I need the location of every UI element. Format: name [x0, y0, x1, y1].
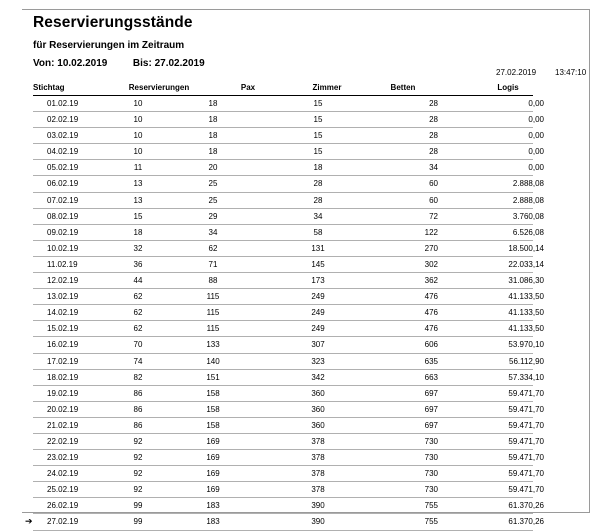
cell-betten: 606	[424, 340, 438, 350]
cell-betten: 755	[424, 501, 438, 511]
cell-reservierungen: 13	[133, 195, 143, 205]
table-row[interactable]	[33, 402, 544, 418]
table-row[interactable]	[33, 225, 544, 241]
cell-logis: 31.086,30	[508, 276, 544, 286]
cell-logis: 41.133,50	[508, 308, 544, 318]
bis-label: Bis:	[132, 58, 152, 69]
cell-reservierungen: 18	[133, 227, 143, 237]
cell-reservierungen: 36	[133, 259, 143, 269]
table-row[interactable]	[33, 289, 544, 305]
cell-zimmer: 173	[311, 276, 325, 286]
cell-zimmer: 28	[313, 179, 323, 189]
cell-betten: 28	[429, 147, 438, 157]
cell-pax: 151	[206, 372, 220, 382]
cell-stichtag: 05.02.19	[47, 163, 79, 173]
table-row[interactable]	[33, 128, 544, 144]
cell-zimmer: 34	[313, 211, 323, 221]
table-row[interactable]	[33, 498, 544, 514]
cell-stichtag: 18.02.19	[47, 372, 79, 382]
cell-betten: 60	[429, 179, 438, 189]
cell-pax: 18	[208, 99, 218, 108]
cell-reservierungen: 92	[133, 453, 143, 463]
cell-pax: 18	[208, 147, 218, 157]
cell-zimmer: 323	[311, 356, 325, 366]
cell-pax: 18	[208, 115, 218, 125]
cell-logis: 57.334,10	[508, 372, 544, 382]
cell-reservierungen: 62	[133, 292, 143, 302]
cell-zimmer: 28	[313, 195, 323, 205]
cell-stichtag: 25.02.19	[47, 485, 79, 495]
cell-stichtag: 13.02.19	[47, 292, 79, 302]
cell-reservierungen: 92	[133, 469, 143, 479]
cell-logis: 59.471,70	[508, 453, 544, 463]
table-row[interactable]	[33, 321, 544, 337]
cell-betten: 270	[424, 243, 438, 253]
cell-zimmer: 378	[311, 453, 325, 463]
cell-reservierungen: 70	[133, 340, 143, 350]
cell-stichtag: 08.02.19	[47, 211, 79, 221]
cell-stichtag: 09.02.19	[47, 227, 79, 237]
cell-stichtag: 12.02.19	[47, 276, 79, 286]
cell-logis: 59.471,70	[508, 469, 544, 479]
table-row[interactable]	[33, 466, 544, 482]
cell-pax: 115	[206, 308, 220, 318]
cell-stichtag: 20.02.19	[47, 404, 79, 414]
header-zimmer: Zimmer	[312, 83, 342, 92]
cell-logis: 41.133,50	[508, 292, 544, 302]
table-row[interactable]	[33, 386, 544, 402]
cell-betten: 663	[424, 372, 438, 382]
cell-zimmer: 307	[311, 340, 325, 350]
cell-pax: 169	[206, 469, 220, 479]
cell-stichtag: 10.02.19	[47, 243, 79, 253]
cell-logis: 59.471,70	[508, 404, 544, 414]
cell-stichtag: 11.02.19	[47, 259, 78, 269]
reservation-table	[25, 80, 544, 531]
cell-reservierungen: 82	[133, 372, 143, 382]
cell-betten: 60	[429, 195, 438, 205]
page-top-border	[22, 9, 590, 10]
cell-reservierungen: 92	[133, 485, 143, 495]
report-title: Reservierungsstände	[33, 14, 193, 31]
cell-stichtag: 06.02.19	[47, 179, 79, 189]
cell-logis: 41.133,50	[508, 324, 544, 334]
table-header	[33, 80, 533, 96]
cell-zimmer: 378	[311, 469, 325, 479]
cell-zimmer: 15	[313, 99, 323, 108]
cell-stichtag: 15.02.19	[47, 324, 79, 334]
cell-logis: 61.370,26	[508, 501, 544, 511]
cell-stichtag: 24.02.19	[47, 469, 79, 479]
table-row[interactable]	[33, 257, 544, 273]
cell-zimmer: 15	[313, 131, 323, 141]
table-row[interactable]	[33, 176, 544, 192]
cell-pax: 169	[206, 436, 220, 446]
cell-logis: 0,00	[528, 99, 544, 108]
von-label: Von:	[33, 58, 55, 69]
cell-pax: 62	[208, 243, 218, 253]
cell-stichtag: 17.02.19	[47, 356, 79, 366]
cell-betten: 697	[424, 388, 438, 398]
table-row[interactable]	[33, 160, 544, 176]
cell-zimmer: 145	[311, 259, 325, 269]
cell-pax: 25	[208, 179, 218, 189]
cell-stichtag: 16.02.19	[47, 340, 79, 350]
cell-betten: 755	[424, 517, 438, 527]
cell-betten: 635	[424, 356, 438, 366]
cell-logis: 53.970,10	[508, 340, 544, 350]
cell-stichtag: 19.02.19	[47, 388, 79, 398]
cell-reservierungen: 86	[133, 420, 143, 430]
cell-reservierungen: 10	[133, 99, 143, 108]
cell-logis: 59.471,70	[508, 436, 544, 446]
cell-stichtag: 23.02.19	[47, 453, 79, 463]
cell-reservierungen: 10	[133, 115, 143, 125]
cell-reservierungen: 74	[133, 356, 143, 366]
cell-zimmer: 249	[311, 308, 325, 318]
cell-zimmer: 360	[311, 420, 325, 430]
cell-zimmer: 15	[313, 115, 323, 125]
cell-logis: 22.033,14	[508, 259, 544, 269]
cell-logis: 18.500,14	[508, 243, 544, 253]
cell-pax: 183	[206, 517, 220, 527]
cell-zimmer: 58	[313, 227, 323, 237]
header-betten: Betten	[390, 83, 416, 92]
date-range	[33, 58, 205, 69]
cell-stichtag: 03.02.19	[47, 131, 79, 141]
cell-pax: 115	[206, 292, 220, 302]
cell-zimmer: 378	[311, 436, 325, 446]
cell-stichtag: 26.02.19	[47, 501, 79, 511]
cell-pax: 133	[206, 340, 220, 350]
cell-betten: 28	[429, 115, 438, 125]
cell-pax: 183	[206, 501, 220, 511]
cell-logis: 61.370,26	[508, 517, 544, 527]
table-row[interactable]	[33, 193, 544, 209]
cell-reservierungen: 13	[133, 179, 143, 189]
cell-betten: 730	[424, 485, 438, 495]
cell-pax: 88	[208, 276, 218, 286]
table-row[interactable]	[33, 418, 544, 434]
cell-logis: 6.526,08	[512, 227, 544, 237]
cell-reservierungen: 10	[133, 131, 143, 141]
cell-zimmer: 378	[311, 485, 325, 495]
cell-zimmer: 360	[311, 388, 325, 398]
cell-logis: 3.760,08	[512, 211, 544, 221]
table-row[interactable]	[33, 450, 544, 466]
cell-betten: 476	[424, 292, 438, 302]
cell-stichtag: 21.02.19	[47, 420, 79, 430]
cell-reservierungen: 62	[133, 308, 143, 318]
cell-pax: 169	[206, 453, 220, 463]
cell-pax: 158	[206, 388, 220, 398]
cell-pax: 34	[208, 227, 218, 237]
table-body	[25, 96, 544, 531]
cell-reservierungen: 32	[133, 243, 143, 253]
cell-betten: 122	[424, 227, 438, 237]
cell-zimmer: 18	[313, 163, 323, 173]
cell-zimmer: 390	[311, 501, 325, 511]
cell-logis: 59.471,70	[508, 485, 544, 495]
cell-logis: 0,00	[528, 131, 544, 141]
header-stichtag: Stichtag	[33, 83, 65, 92]
cell-stichtag: 04.02.19	[47, 147, 79, 157]
cell-stichtag: 27.02.19	[47, 517, 79, 527]
table-row[interactable]	[25, 514, 544, 530]
cell-stichtag: 22.02.19	[47, 436, 79, 446]
cell-pax: 158	[206, 420, 220, 430]
cell-pax: 140	[206, 356, 220, 366]
cell-zimmer: 15	[313, 147, 323, 157]
cell-pax: 18	[208, 131, 218, 141]
table-row[interactable]	[33, 144, 544, 160]
cell-logis: 59.471,70	[508, 420, 544, 430]
table-row[interactable]	[33, 354, 544, 370]
cell-betten: 476	[424, 308, 438, 318]
cell-reservierungen: 86	[133, 388, 143, 398]
cell-stichtag: 07.02.19	[47, 195, 79, 205]
cell-stichtag: 14.02.19	[47, 308, 79, 318]
table-row[interactable]	[33, 370, 544, 386]
cell-reservierungen: 44	[133, 276, 143, 286]
cell-betten: 697	[424, 404, 438, 414]
cell-pax: 25	[208, 195, 218, 205]
print-date: 27.02.2019	[496, 68, 537, 77]
cell-reservierungen: 99	[133, 501, 143, 511]
von-value: 10.02.2019	[57, 58, 108, 69]
cell-betten: 28	[429, 99, 438, 108]
cell-stichtag: 02.02.19	[47, 115, 79, 125]
cell-logis: 59.471,70	[508, 388, 544, 398]
cell-logis: 0,00	[528, 115, 544, 125]
cell-zimmer: 249	[311, 324, 325, 334]
print-time: 13:47:10	[555, 68, 587, 77]
cell-betten: 28	[429, 131, 438, 141]
cell-zimmer: 360	[311, 404, 325, 414]
cell-logis: 2.888,08	[512, 179, 544, 189]
cell-reservierungen: 99	[133, 517, 143, 527]
bis-value: 27.02.2019	[154, 58, 205, 69]
cell-pax: 29	[208, 211, 218, 221]
cell-logis: 0,00	[528, 163, 544, 173]
cell-zimmer: 342	[311, 372, 325, 382]
cell-logis: 56.112,90	[509, 356, 544, 366]
cell-betten: 697	[424, 420, 438, 430]
header-reservierungen: Reservierungen	[128, 83, 190, 92]
cell-pax: 158	[206, 404, 220, 414]
cell-zimmer: 131	[311, 243, 325, 253]
cell-logis: 2.888,08	[512, 195, 544, 205]
cell-zimmer: 390	[311, 517, 325, 527]
table-row[interactable]	[33, 96, 544, 112]
cell-logis: 0,00	[528, 147, 544, 157]
header-logis: Logis	[497, 83, 519, 92]
page-right-border	[589, 9, 590, 513]
cell-reservierungen: 15	[133, 211, 143, 221]
cell-reservierungen: 92	[133, 436, 143, 446]
cell-betten: 730	[424, 436, 438, 446]
cell-betten: 730	[424, 469, 438, 479]
cell-betten: 72	[429, 211, 438, 221]
cell-reservierungen: 11	[133, 163, 143, 173]
report-subtitle: für Reservierungen im Zeitraum	[33, 40, 185, 51]
cell-betten: 476	[424, 324, 438, 334]
header-pax: Pax	[240, 83, 256, 92]
cell-betten: 362	[424, 276, 438, 286]
table-row[interactable]	[33, 434, 544, 450]
cell-pax: 169	[206, 485, 220, 495]
table-row[interactable]	[33, 209, 544, 225]
cell-pax: 115	[206, 324, 220, 334]
cell-zimmer: 249	[311, 292, 325, 302]
table-row[interactable]	[33, 305, 544, 321]
cell-betten: 34	[429, 163, 438, 173]
current-row-arrow-icon: ➔	[25, 516, 33, 527]
cell-betten: 730	[424, 453, 438, 463]
cell-reservierungen: 86	[133, 404, 143, 414]
table-row[interactable]	[33, 482, 544, 498]
table-row[interactable]	[33, 273, 544, 289]
cell-betten: 302	[424, 259, 438, 269]
cell-stichtag: 01.02.19	[47, 99, 79, 108]
table-row[interactable]	[33, 337, 544, 353]
cell-pax: 71	[208, 259, 218, 269]
cell-reservierungen: 10	[133, 147, 143, 157]
cell-pax: 20	[208, 163, 218, 173]
cell-reservierungen: 62	[133, 324, 143, 334]
table-row[interactable]	[33, 112, 544, 128]
table-row[interactable]	[33, 241, 544, 257]
